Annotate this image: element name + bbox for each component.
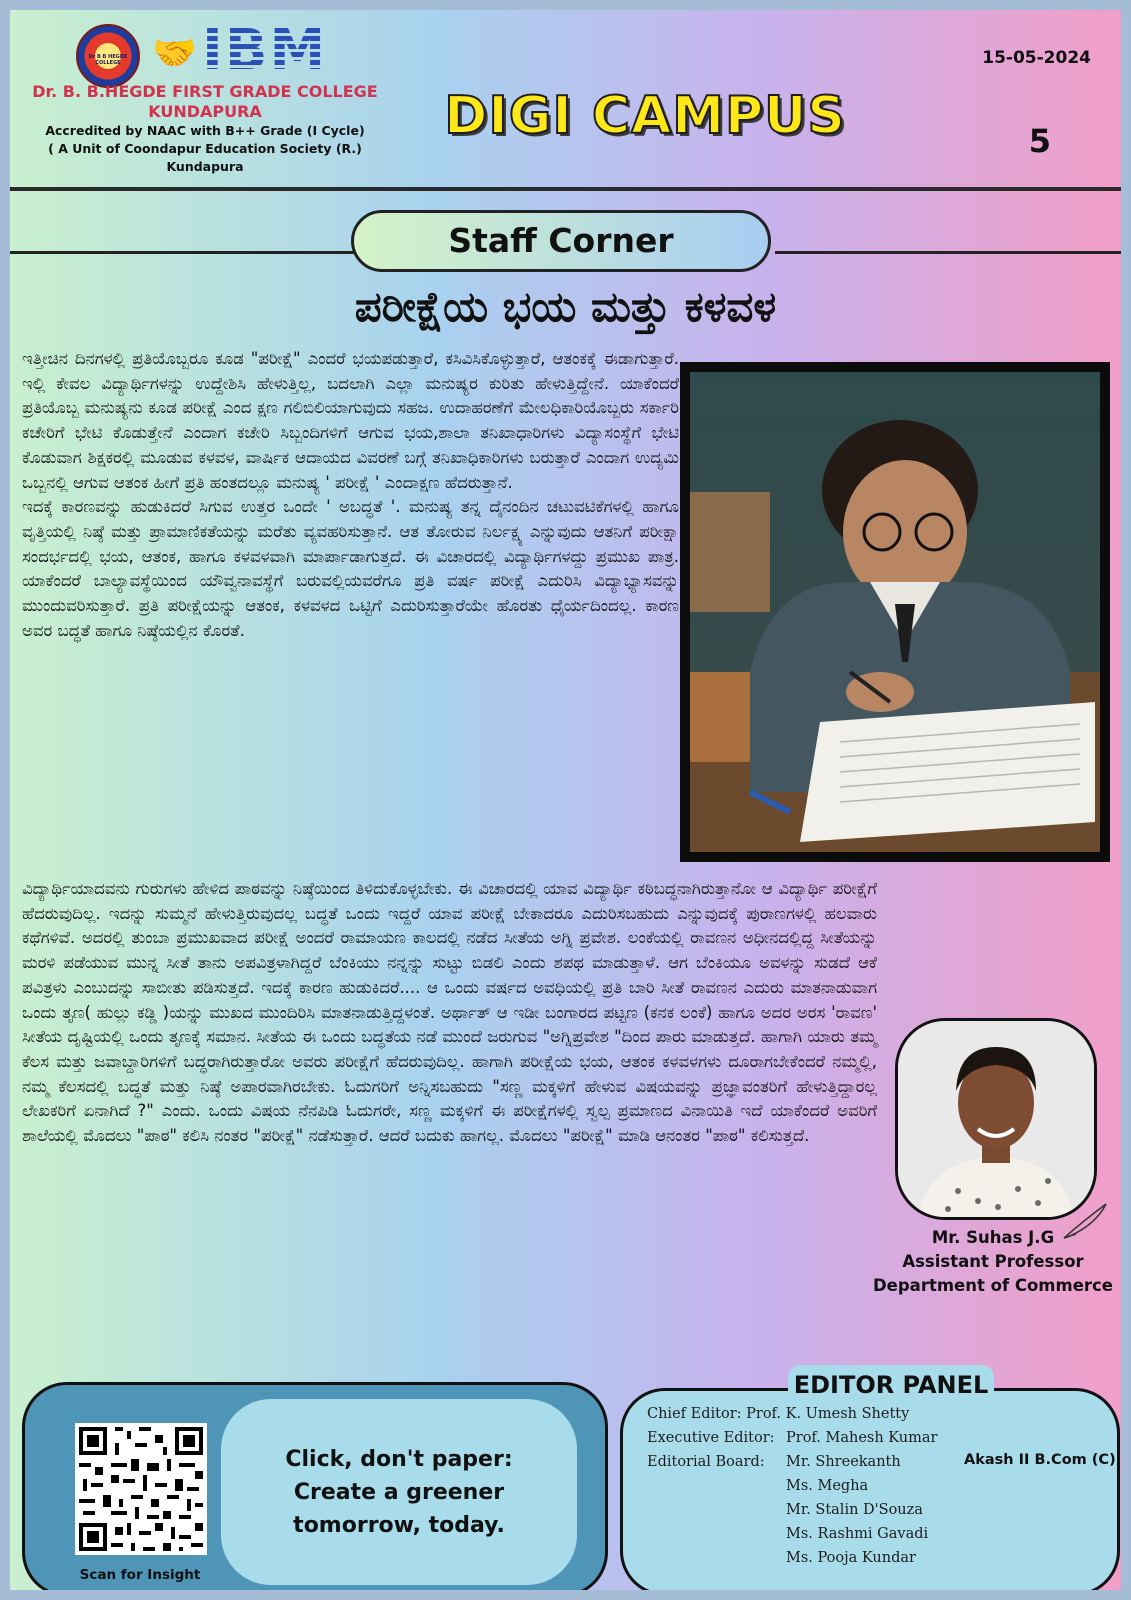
qr-caption: Scan for Insight — [79, 1567, 201, 1583]
header-divider — [10, 187, 1121, 191]
author-designation: Assistant Professor — [902, 1252, 1084, 1271]
paragraph: ಇತ್ತೀಚಿನ ದಿನಗಳಲ್ಲಿ ಪ್ರತಿಯೊಬ್ಬರೂ ಕೂಡ "ಪರೀಕ್ಷೆ" ಎಂದರೆ ಭಯಪಡುತ್ತಾರೆ, ಕಸಿವಿಸಿಕೊಳ್ಳುತ್ತಾರೆ, ಆತಂಕಕ್ಕೆ ಈಡಾಗುತ್ತಾರೆ. ಇಲ್ಲಿ ಕೇವಲ ವಿದ್ಯಾರ್ಥಿಗಳನ್ನು ಉದ್ದೇಶಿಸಿ ಹೇಳುತ್ತಿಲ್ಲ, ಬದಲಾಗಿ ಎಲ್ಲಾ ಮನುಷ್ಯರ ಕುರಿತು ಹೇಳುತ್ತಿದ್ದೇನೆ. ಯಾಕೆಂದರೆ ಪ್ರತಿಯೊಬ್ಬ ಮನುಷ್ಯನು ಕೂಡ ಪರೀಕ್ಷೆ ಎಂದ ಕ್ಷಣ ಗಲಿಬಿಲಿಯಾಗುವುದು ಸಹಜ. ಉದಾಹರಣೆಗೆ ಮೇಲಧಿಕಾರಿಯೊಬ್ಬರು ಸರ್ಕಾರಿ ಕಚೇರಿಗೆ ಭೇಟಿ ಕೊಡುತ್ತೇನೆ ಎಂದಾಗ ಕಚೇರಿ ಸಿಬ್ಬಂದಿಗಳಿಗೆ ಆಗುವ ಭಯ,ಶಾಲಾ ತನಿಖಾಧಾರಿಗಳು ವಿದ್ಯಾಸಂಸ್ಥೆಗೆ ಭೇಟಿ ಕೊಡುವಾಗ ಶಿಕ್ಷಕರಲ್ಲಿ ಮೂಡುವ ಕಳವಳ, ವಾರ್ಷಿಕ ಆದಾಯದ ವಿವರಣೆ ಬಗ್ಗೆ ತನಿಖಾಧಿಕಾರಿಗಳು ಬರುತ್ತಾರೆ ಎಂದಾಗ ಉದ್ಯಮಿ ಒಬ್ಬನಲ್ಲಿ ಆಗುವ ಆತಂಕ ಹೀಗೆ ಪ್ರತಿ ಹಂತದಲ್ಲೂ ಮನುಷ್ಯ ' ಪರೀಕ್ಷೆ ' ಎಂದಾಕ್ಷಣ ಹೆದರುತ್ತಾನೆ. — [22, 349, 679, 492]
seal-text: Dr B B HEGDE COLLEGE — [88, 54, 128, 66]
board-member: Ms. Rashmi Gavadi — [786, 1526, 929, 1542]
header — [10, 10, 1121, 187]
executive-editor-name: Prof. Mahesh Kumar — [786, 1430, 938, 1446]
ibm-logo: IBM — [202, 18, 328, 83]
author-photo — [895, 1018, 1097, 1220]
paragraph: ವಿದ್ಯಾರ್ಥಿಯಾದವನು ಗುರುಗಳು ಹೇಳಿದ ಪಾಠವನ್ನು ನಿಷ್ಠೆಯಿಂದ ತಿಳಿದುಕೊಳ್ಳಬೇಕು. ಈ ವಿಚಾರದಲ್ಲಿ ಯಾವ ವಿದ್ಯಾರ್ಥಿ ಕಠಿಬದ್ಧನಾಗಿರುತ್ತಾನೋ ಆ ವಿದ್ಯಾರ್ಥಿ ಪರೀಕ್ಷೆಗೆ ಹೆದರುವುದಿಲ್ಲ. ಇದನ್ನು ಸುಮ್ಮನೆ ಹೇಳುತ್ತಿರುವುದಲ್ಲ ಬದ್ಧತೆ ಒಂದು ಇದ್ದರೆ ಯಾವ ಪರೀಕ್ಷೆ ಬೇಕಾದರೂ ಎದುರಿಸಬಹುದು ಎನ್ನುವುದಕ್ಕೆ ಪುರಾಣಗಳಲ್ಲಿ ಹಲವಾರು ಕಥೆಗಳಿವೆ. ಅದರಲ್ಲಿ ತುಂಬಾ ಪ್ರಮುಖವಾದ ಪರೀಕ್ಷೆ ಅಂದರೆ ರಾಮಾಯಣ ಕಾಲದಲ್ಲಿ ನಡೆದ ಸೀತೆಯ ಅಗ್ನಿ ಪ್ರವೇಶ. ಲಂಕೆಯಲ್ಲಿ ರಾವಣನ ಅಧೀನದಲ್ಲಿದ್ದ ಸೀತೆಯನ್ನು ಮರಳಿ ಪಡೆಯುವ ಮುನ್ನ ಸೀತೆ ತಾನು ಅಪವಿತ್ರಳಾಗಿದ್ದರೆ ಬೆಂಕಿಯು ನನ್ನನ್ನು ಸುಟ್ಟು ಬಿಡಲಿ ಎಂದು ಶಪಥ ಮಾಡುತ್ತಾಳೆ. ಆಗ ಬೆಂಕಿಯೂ ಅವಳನ್ನು ಸುಡದೆ ಆಕೆ ಪವಿತ್ರಳು ಎಂಬುದನ್ನು ಸಾಬೀತು ಪಡಿಸುತ್ತದೆ. ಇದಕ್ಕೆ ಕಾರಣ ಹುಡುಕಿದರೆ.... ಆ ಒಂದು ವರ್ಷದ ಅವಧಿಯಲ್ಲಿ ಪ್ರತಿ ಬಾರಿ ಸೀತೆ ರಾವಣನ ಎದುರು ಮಾತನಾಡುವಾಗ ಒಂದು ತೃಣ( ಹುಲ್ಲು ಕಡ್ಡಿ )ಯನ್ನು ಮುಖದ ಮುಂದಿರಿಸಿ ಮಾತನಾಡುತ್ತಿದ್ದಳಂತೆ. ಅರ್ಥಾತ್ ಆ ಇಡೀ ಬಂಗಾರದ ಪಟ್ಟಣ (ಕನಕ ಲಂಕೆ) ಹಾಗೂ ಅದರ ಅರಸ 'ರಾವಣ' ಸೀತೆಯ ದೃಷ್ಟಿಯಲ್ಲಿ ಒಂದು ತೃಣಕ್ಕೆ ಸಮಾನ. ಸೀತೆಯ ಈ ಒಂದು ಬದ್ಧತೆಯ ನಡೆ ಮುಂದೆ ಜರುಗುವ "ಅಗ್ನಿಪ್ರವೇಶ "ದಿಂದ ಪಾರು ಮಾಡುತ್ತದೆ. ಹಾಗಾಗಿ ಯಾರು ತಮ್ಮ ಕೆಲಸ ಮತ್ತು ಜವಾಬ್ದಾರಿಗಳಿಗೆ ಬದ್ಧರಾಗಿರುತ್ತಾರೋ ಅವರು ಪರೀಕ್ಷೆಗೆ ಹೆದರುವುದಿಲ್ಲ. ಹಾಗಾಗಿ ಪರೀಕ್ಷೆಯ ಭಯ, ಆತಂಕ ಕಳವಳಗಳು ದೂರಾಗಬೇಕೆಂದರೆ ನಮ್ಮಲ್ಲಿ, ನಮ್ಮ ಕೆಲಸದಲ್ಲಿ ಬದ್ಧತೆ ಮತ್ತು ನಿಷ್ಠೆ ಅಪಾರವಾಗಿರಬೇಕು. ಓದುಗರಿಗೆ ಅನ್ನಿಸಬಹುದು "ಸಣ್ಣ ಮಕ್ಕಳಿಗೆ ಹೇಳುವ ವಿಷಯವನ್ನು ಪ್ರಜ್ಞಾವಂತರಿಗೆ ಹೇಳುತ್ತಿದ್ದಾರಲ್ಲ ಲೇಖಕರಿಗೆ ಏನಾಗಿದೆ ?" ಎಂದು. ಒಂದು ವಿಷಯ ನೆನಪಿಡಿ ಓದುಗರೇ, ಸಣ್ಣ ಮಕ್ಕಳಿಗೆ ಈ ಪರೀಕ್ಷೆಗಳಲ್ಲಿ ಸ್ವಲ್ಪ ಪ್ರಮಾಣದ ವಿನಾಯಿತಿ ಇದೆ ಯಾಕೆಂದರೆ ಅವರಿಗೆ ಶಾಲೆಯಲ್ಲಿ ಮೊದಲು "ಪಾಠ" ಕಲಿಸಿ ನಂತರ "ಪರೀಕ್ಷೆ" ನಡೆಸುತ್ತಾರೆ. ಆದರೆ ಬದುಕು ಹಾಗಲ್ಲ. ಮೊದಲು "ಪರೀಕ್ಷೆ" ಮಾಡಿ ಆನಂತರ "ಪಾಠ" ಕಲಿಸುತ್ತದೆ. — [22, 879, 877, 1146]
chief-editor-name: Prof. K. Umesh Shetty — [746, 1406, 910, 1422]
town: Kundapura — [166, 159, 244, 174]
college-name: Dr. B. B.HEGDE FIRST GRADE COLLEGE — [32, 82, 378, 101]
article-column-bottom — [22, 877, 877, 1149]
chief-editor-label: Chief Editor: — [647, 1406, 742, 1422]
green-slogan: Click, don't paper: Create a greener tomorrow, today. — [221, 1399, 577, 1585]
executive-editor-label: Executive Editor: — [647, 1430, 775, 1446]
board-member: Mr. Shreekanth — [786, 1454, 901, 1470]
paragraph: ಇದಕ್ಕೆ ಕಾರಣವನ್ನು ಹುಡುಕಿದರೆ ಸಿಗುವ ಉತ್ತರ ಒಂದೇ ' ಅಬದ್ಧತೆ '. ಮನುಷ್ಯ ತನ್ನ ದೈನಂದಿನ ಚಟುವಟಿಕೆಗಳಲ್ಲಿ ಹಾಗೂ ವೃತ್ತಿಯಲ್ಲಿ ನಿಷ್ಠೆ ಮತ್ತು ಪ್ರಾಮಾಣಿಕತೆಯನ್ನು ಮರೆತು ವ್ಯವಹರಿಸುತ್ತಾನೆ. ಆತ ತೋರುವ ನಿರ್ಲಕ್ಷ್ಯ ಎನ್ನುವುದು ಆತನಿಗೆ ಪರೀಕ್ಷಾ ಸಂದರ್ಭದಲ್ಲಿ ಭಯ, ಆತಂಕ, ಹಾಗೂ ಕಳವಳವಾಗಿ ಮಾರ್ಪಾಡಾಗುತ್ತದೆ. ಈ ವಿಚಾರದಲ್ಲಿ ವಿದ್ಯಾರ್ಥಿಗಳದ್ದು ಪ್ರಮುಖ ಪಾತ್ರ. ಯಾಕೆಂದರೆ ಬಾಲ್ಯಾವಸ್ಥೆಯಿಂದ ಯೌವ್ವನಾವಸ್ಥೆಗೆ ಬರುವಲ್ಲಿಯವರೆಗೂ ಪ್ರತಿ ವರ್ಷ ಪರೀಕ್ಷೆ ಎದುರಿಸಿ ವಿದ್ಯಾಭ್ಯಾಸವನ್ನು ಮುಂದುವರಿಸುತ್ತಾರೆ. ಪ್ರತಿ ಪರೀಕ್ಷೆಯನ್ನು ಆತಂಕ, ಕಳವಳದ ಒಟ್ಟಿಗೆ ಎದುರಿಸುತ್ತಾರೆಯೇ ಹೊರತು ಧೈರ್ಯದಿಂದಲ್ಲ. ಕಾರಣ ಅವರ ಬದ್ಧತೆ ಹಾಗೂ ನಿಷ್ಠೆಯಲ್ಲಿನ ಕೊರತೆ. — [22, 497, 679, 640]
issue-date: 15-05-2024 — [982, 48, 1091, 68]
unit-of: ( A Unit of Coondapur Education Society (R.) — [48, 141, 362, 156]
article-column-top — [22, 347, 679, 643]
qr-panel — [22, 1382, 608, 1597]
student-studying-illustration — [690, 372, 1100, 852]
author-department: Department of Commerce — [872, 1276, 1113, 1295]
masthead-title: DIGI CAMPUS — [444, 86, 846, 146]
college-info — [30, 82, 380, 176]
chief-editor-line — [647, 1402, 909, 1426]
board-member: Ms. Megha — [786, 1478, 869, 1494]
editorial-board-list — [786, 1450, 928, 1570]
page-number: 5 — [1028, 122, 1051, 160]
editorial-board-label: Editorial Board: — [647, 1454, 765, 1470]
section-rule-left — [10, 251, 370, 254]
article-photo — [680, 362, 1110, 862]
college-seal-icon — [76, 24, 140, 88]
handshake-icon: 🤝 — [152, 33, 197, 74]
board-member: Ms. Pooja Kundar — [786, 1550, 916, 1566]
article-title: ಪರೀಕ್ಷೆಯ ಭಯ ಮತ್ತು ಕಳವಳ — [354, 282, 777, 331]
board-member: Mr. Stalin D'Souza — [786, 1502, 923, 1518]
author-name: Mr. Suhas J.G — [931, 1228, 1055, 1247]
accreditation: Accredited by NAAC with B++ Grade (I Cycle) — [45, 123, 365, 138]
section-label: Staff Corner — [351, 210, 771, 272]
section-rule-right — [775, 251, 1121, 254]
author-portrait — [898, 1021, 1094, 1217]
author-info — [868, 1226, 1118, 1298]
qr-code[interactable] — [75, 1423, 207, 1555]
college-place: KUNDAPURA — [148, 102, 262, 121]
logo-row — [76, 20, 346, 82]
designer-credit: Akash II B.Com (C) — [964, 1452, 1116, 1468]
editor-panel-title: EDITOR PANEL — [788, 1365, 994, 1405]
